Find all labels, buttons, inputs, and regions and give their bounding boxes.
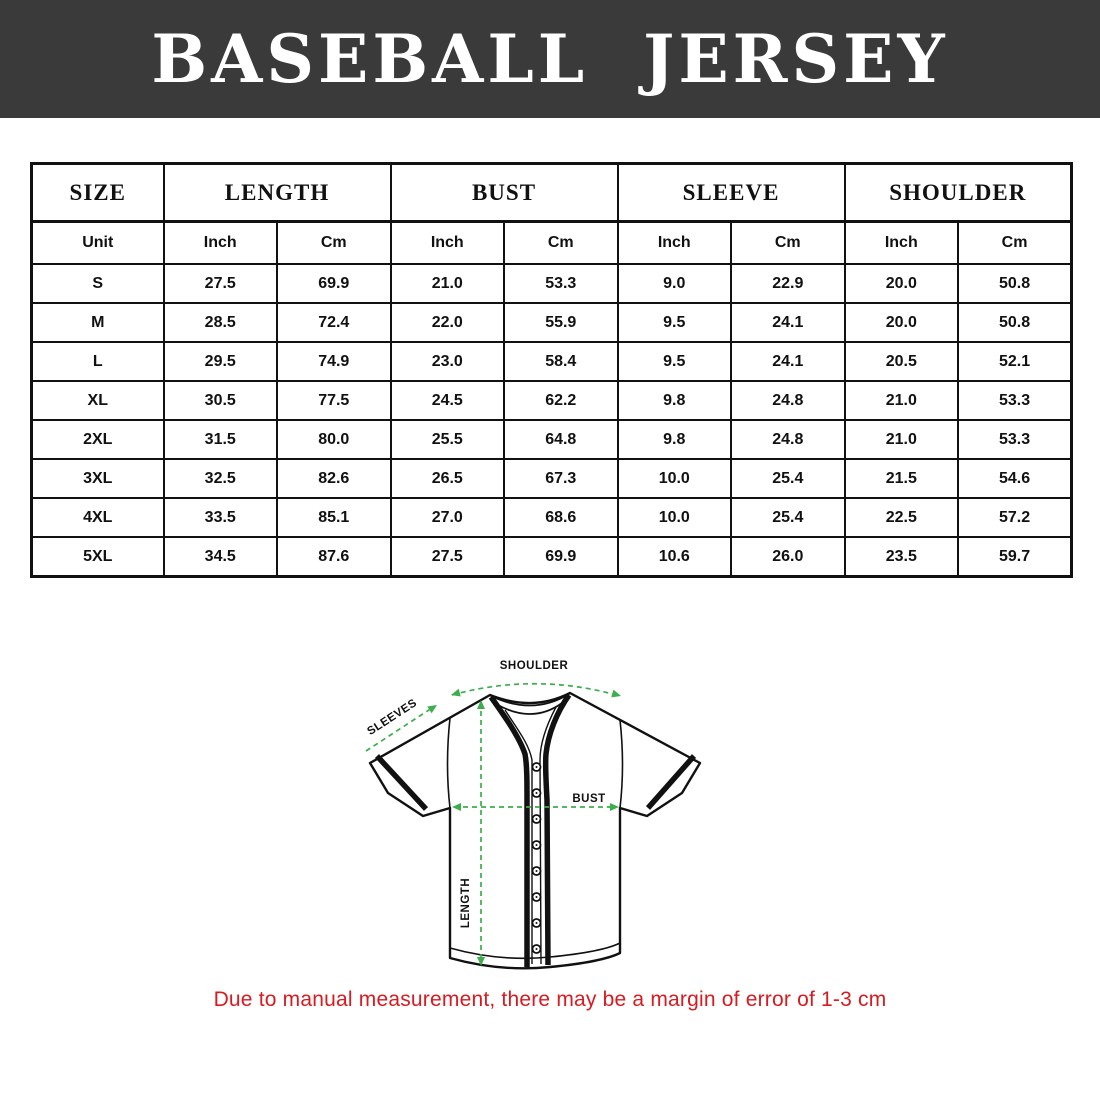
value-cell: 58.4 bbox=[504, 342, 618, 381]
column-header-sleeve: SLEEVE bbox=[618, 164, 845, 222]
table-row bbox=[32, 420, 1072, 459]
value-cell: 82.6 bbox=[277, 459, 391, 498]
size-cell: 3XL bbox=[32, 459, 164, 498]
unit-cell: Inch bbox=[845, 222, 959, 265]
size-table-body bbox=[32, 264, 1072, 577]
value-cell: 27.0 bbox=[391, 498, 505, 537]
value-cell: 25.5 bbox=[391, 420, 505, 459]
value-cell: 28.5 bbox=[164, 303, 278, 342]
table-row bbox=[32, 303, 1072, 342]
value-cell: 52.1 bbox=[958, 342, 1072, 381]
value-cell: 74.9 bbox=[277, 342, 391, 381]
value-cell: 9.5 bbox=[618, 342, 732, 381]
value-cell: 9.8 bbox=[618, 420, 732, 459]
shoulder-label: SHOULDER bbox=[499, 660, 569, 672]
value-cell: 53.3 bbox=[958, 420, 1072, 459]
value-cell: 72.4 bbox=[277, 303, 391, 342]
value-cell: 53.3 bbox=[958, 381, 1072, 420]
unit-cell: Cm bbox=[504, 222, 618, 265]
table-header-row bbox=[32, 164, 1072, 222]
value-cell: 32.5 bbox=[164, 459, 278, 498]
value-cell: 25.4 bbox=[731, 498, 845, 537]
arrowhead-icon bbox=[427, 702, 439, 714]
page-title: BASEBALL JERSEY bbox=[151, 20, 949, 98]
value-cell: 24.1 bbox=[731, 303, 845, 342]
unit-row bbox=[32, 222, 1072, 265]
value-cell: 53.3 bbox=[504, 264, 618, 303]
value-cell: 67.3 bbox=[504, 459, 618, 498]
value-cell: 27.5 bbox=[391, 537, 505, 577]
table-row bbox=[32, 342, 1072, 381]
value-cell: 30.5 bbox=[164, 381, 278, 420]
shoulder-arrow-line bbox=[452, 684, 620, 696]
table-row bbox=[32, 537, 1072, 577]
column-header-shoulder: SHOULDER bbox=[845, 164, 1072, 222]
value-cell: 22.9 bbox=[731, 264, 845, 303]
value-cell: 21.0 bbox=[845, 381, 959, 420]
value-cell: 9.8 bbox=[618, 381, 732, 420]
value-cell: 10.6 bbox=[618, 537, 732, 577]
value-cell: 22.0 bbox=[391, 303, 505, 342]
value-cell: 24.8 bbox=[731, 381, 845, 420]
value-cell: 87.6 bbox=[277, 537, 391, 577]
value-cell: 22.5 bbox=[845, 498, 959, 537]
unit-cell: Cm bbox=[731, 222, 845, 265]
value-cell: 23.0 bbox=[391, 342, 505, 381]
unit-cell: Inch bbox=[164, 222, 278, 265]
value-cell: 69.9 bbox=[277, 264, 391, 303]
column-header-bust: BUST bbox=[391, 164, 618, 222]
value-cell: 50.8 bbox=[958, 264, 1072, 303]
value-cell: 34.5 bbox=[164, 537, 278, 577]
value-cell: 57.2 bbox=[958, 498, 1072, 537]
value-cell: 31.5 bbox=[164, 420, 278, 459]
size-cell: XL bbox=[32, 381, 164, 420]
value-cell: 25.4 bbox=[731, 459, 845, 498]
value-cell: 59.7 bbox=[958, 537, 1072, 577]
value-cell: 69.9 bbox=[504, 537, 618, 577]
value-cell: 54.6 bbox=[958, 459, 1072, 498]
size-cell: L bbox=[32, 342, 164, 381]
value-cell: 21.0 bbox=[391, 264, 505, 303]
size-cell: 2XL bbox=[32, 420, 164, 459]
length-label: LENGTH bbox=[460, 877, 472, 929]
value-cell: 55.9 bbox=[504, 303, 618, 342]
table-row bbox=[32, 498, 1072, 537]
size-cell: 4XL bbox=[32, 498, 164, 537]
table-row bbox=[32, 381, 1072, 420]
value-cell: 29.5 bbox=[164, 342, 278, 381]
value-cell: 20.0 bbox=[845, 303, 959, 342]
value-cell: 20.0 bbox=[845, 264, 959, 303]
unit-cell: Cm bbox=[277, 222, 391, 265]
size-cell: 5XL bbox=[32, 537, 164, 577]
value-cell: 26.5 bbox=[391, 459, 505, 498]
unit-cell: Unit bbox=[32, 222, 164, 265]
unit-cell: Inch bbox=[618, 222, 732, 265]
value-cell: 33.5 bbox=[164, 498, 278, 537]
value-cell: 24.8 bbox=[731, 420, 845, 459]
value-cell: 50.8 bbox=[958, 303, 1072, 342]
title-bar bbox=[0, 0, 1100, 118]
value-cell: 80.0 bbox=[277, 420, 391, 459]
arrowhead-icon bbox=[611, 690, 622, 700]
value-cell: 21.0 bbox=[845, 420, 959, 459]
value-cell: 27.5 bbox=[164, 264, 278, 303]
value-cell: 64.8 bbox=[504, 420, 618, 459]
size-cell: M bbox=[32, 303, 164, 342]
table-row bbox=[32, 459, 1072, 498]
column-header-length: LENGTH bbox=[164, 164, 391, 222]
unit-cell: Inch bbox=[391, 222, 505, 265]
value-cell: 9.5 bbox=[618, 303, 732, 342]
value-cell: 9.0 bbox=[618, 264, 732, 303]
value-cell: 85.1 bbox=[277, 498, 391, 537]
value-cell: 24.5 bbox=[391, 381, 505, 420]
value-cell: 10.0 bbox=[618, 459, 732, 498]
value-cell: 24.1 bbox=[731, 342, 845, 381]
size-chart-table bbox=[30, 162, 1073, 578]
column-header-size: SIZE bbox=[32, 164, 164, 222]
measurement-disclaimer: Due to manual measurement, there may be a margin of error of 1-3 cm bbox=[213, 988, 887, 1011]
value-cell: 21.5 bbox=[845, 459, 959, 498]
value-cell: 23.5 bbox=[845, 537, 959, 577]
value-cell: 62.2 bbox=[504, 381, 618, 420]
value-cell: 26.0 bbox=[731, 537, 845, 577]
size-cell: S bbox=[32, 264, 164, 303]
table-row bbox=[32, 264, 1072, 303]
sleeves-label: SLEEVES bbox=[365, 697, 420, 738]
value-cell: 10.0 bbox=[618, 498, 732, 537]
unit-cell: Cm bbox=[958, 222, 1072, 265]
arrowhead-icon bbox=[450, 689, 461, 699]
jersey-measurement-diagram bbox=[350, 650, 750, 990]
value-cell: 77.5 bbox=[277, 381, 391, 420]
bust-label: BUST bbox=[572, 793, 606, 805]
value-cell: 68.6 bbox=[504, 498, 618, 537]
value-cell: 20.5 bbox=[845, 342, 959, 381]
